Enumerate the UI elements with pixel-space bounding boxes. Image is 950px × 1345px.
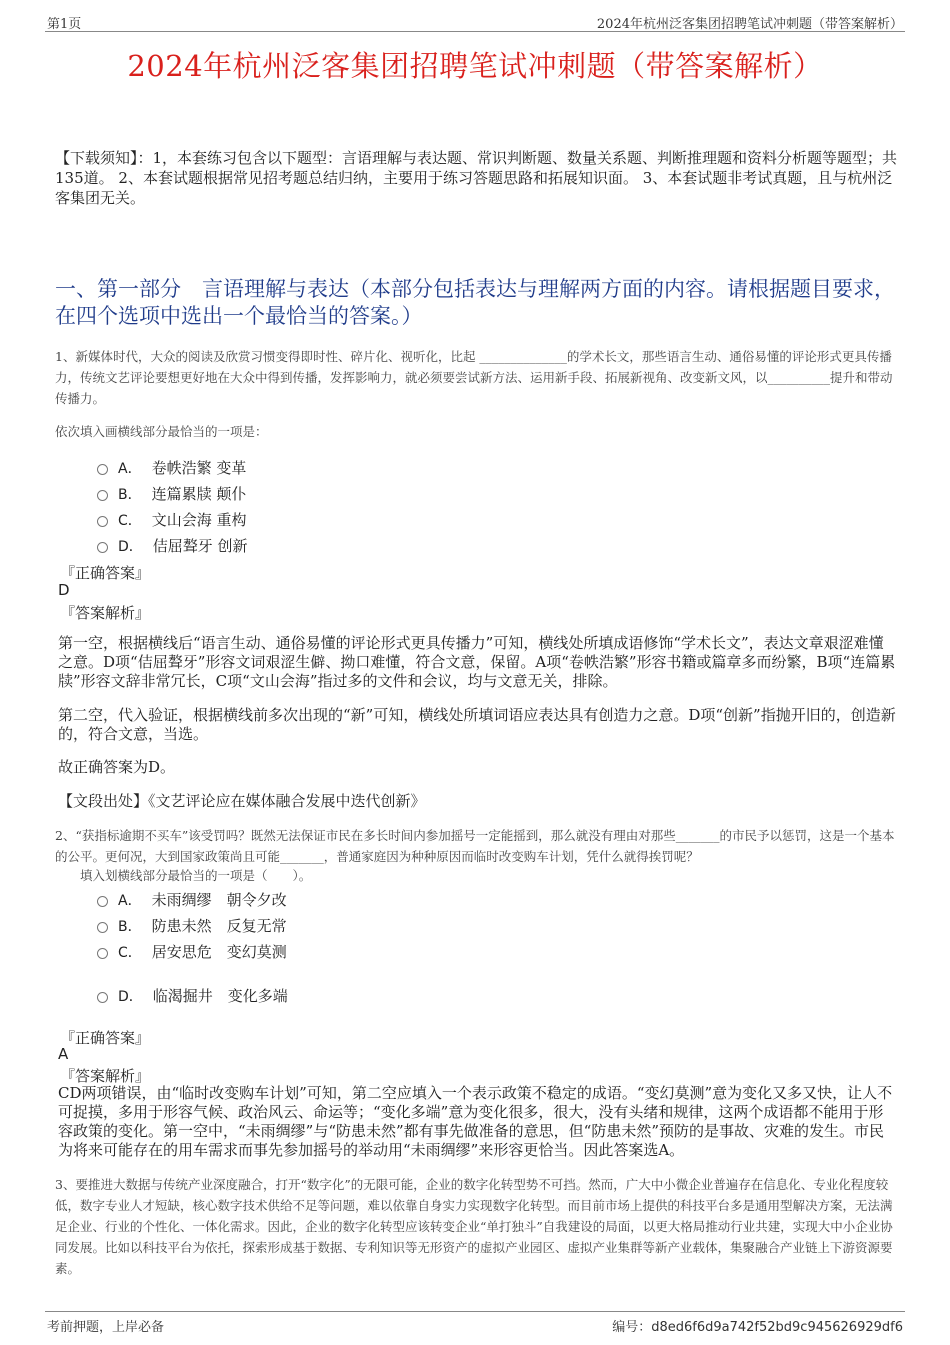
radio-button-icon[interactable]: [97, 992, 108, 1003]
question-1-answer-label: 『正确答案』: [60, 564, 151, 582]
question-2-analysis-label: 『答案解析』: [60, 1067, 151, 1085]
footer-code-label: 编号：: [612, 1320, 652, 1335]
radio-button-icon[interactable]: [97, 464, 108, 475]
footer-code: [612, 1316, 903, 1335]
question-2-option-a[interactable]: A． 未雨绸缪 朝令夕改: [97, 889, 287, 910]
header-divider: [45, 31, 905, 32]
question-2-option-c[interactable]: C． 居安思危 变幻莫测: [97, 941, 287, 962]
radio-button-icon[interactable]: [97, 516, 108, 527]
question-1-analysis-paragraph: 第一空，根据横线后“语言生动、通俗易懂的评论形式更具传播力”可知，横线处所填成语修饰“学术长文”，表达文章艰涩难懂之意。D项“佶屈聱牙”形容文词艰涩生僻、拗口难懂，符合文意，保留。A项“卷帙浩繁”形容书籍或篇章多而纷繁，B项“连篇累牍”形容文辞非常冗长，C项“文山会海”指过多的文件和会议，均与文意无关，排除。: [58, 634, 896, 690]
radio-button-icon[interactable]: [97, 490, 108, 501]
question-1-option-a[interactable]: A． 卷帙浩繁 变革: [97, 457, 246, 478]
question-2-prompt: 填入划横线部分最恰当的一项是（ ）。: [80, 868, 312, 883]
question-1-stem: 1、新媒体时代，大众的阅读及欣赏习惯变得即时性、碎片化、视听化，比起 ______________的学术长文，那些语言生动、通俗易懂的评论形式更具传播力，传统文艺评论要想更好地在大众中得到传播，发挥影响力，就必须要尝试新方法、运用新手段、拓展新视角、改变新文风，以__________提升和带动传播力。: [55, 349, 893, 406]
question-1-option-d[interactable]: D． 佶屈聱牙 创新: [97, 535, 248, 556]
question-2-answer: A: [58, 1045, 69, 1063]
radio-button-icon[interactable]: [97, 542, 108, 553]
question-1-analysis-paragraph: 第二空，代入验证，根据横线前多次出现的“新”可知，横线处所填词语应表达具有创造力之意。D项“创新”指抛开旧的，创造新的，符合文意，当选。: [58, 706, 896, 743]
radio-button-icon[interactable]: [97, 922, 108, 933]
question-2-answer-label: 『正确答案』: [60, 1029, 151, 1047]
question-2-option-b[interactable]: B． 防患未然 反复无常: [97, 915, 287, 936]
radio-button-icon[interactable]: [97, 896, 108, 907]
footer-slogan: 考前押题，上岸必备: [47, 1320, 165, 1335]
page-number: 第1页: [47, 17, 82, 32]
footer-divider: [45, 1311, 905, 1312]
radio-button-icon[interactable]: [97, 948, 108, 959]
question-1-prompt: 依次填入画横线部分最恰当的一项是：: [55, 424, 268, 439]
question-1-analysis-conclusion: 故正确答案为D。: [58, 758, 176, 776]
question-2-option-d[interactable]: D． 临渴掘井 变化多端: [97, 985, 288, 1006]
question-1-analysis-label: 『答案解析』: [60, 604, 151, 622]
question-3-stem: 3、要推进大数据与传统产业深度融合，打开“数字化”的无限可能，企业的数字化转型势不可挡。然而，广大中小微企业普遍存在信息化、专业化程度较低，数字专业人才短缺，核心数字技术供给不足等问题，难以依靠自身实力实现数字化转型。而目前市场上提供的科技平台多是通用型解决方案，无法满足企业、行业的个性化、一体化需求。因此，企业的数字化转型应该转变企业“单打独斗”自我建设的局面，以更大格局推动行业共建，实现大中小企业协同发展。比如以科技平台为依托，探索形成基于数据、专利知识等无形资产的虚拟产业园区、虚拟产业集群等新产业载体，集聚融合产业链上下游资源要素。: [55, 1177, 893, 1276]
footer-code-value: d8ed6f6d9a742f52bd9c945626929df6: [651, 1320, 903, 1335]
header-doc-title: 2024年杭州泛客集团招聘笔试冲刺题（带答案解析）: [596, 17, 903, 32]
download-notice: 【下载须知】：1，本套练习包含以下题型：言语理解与表达题、常识判断题、数量关系题、判断推理题和资料分析题等题型；共135道。 2、本套试题根据常见招考题总结归纳，主要用于练习答题思路和拓展知识面。 3、本套试题非考试真题，且与杭州泛客集团无关。: [55, 149, 898, 207]
page-title: 2024年杭州泛客集团招聘笔试冲刺题（带答案解析）: [127, 49, 823, 83]
question-1-source: 【文段出处】《文艺评论应在媒体融合发展中迭代创新》: [58, 792, 426, 810]
question-2-stem: 2、“获指标逾期不买车”该受罚吗？既然无法保证市民在多长时间内参加摇号一定能摇到，那么就没有理由对那些_______的市民予以惩罚，这是一个基本的公平。更何况，大到国家政策尚且可能_______，普通家庭因为种种原因而临时改变购车计划，凭什么就得挨罚呢？: [55, 828, 895, 864]
question-1-option-c[interactable]: C． 文山会海 重构: [97, 509, 247, 530]
question-2-analysis: CD两项错误，由“临时改变购车计划”可知，第二空应填入一个表示政策不稳定的成语。“变幻莫测”意为变化又多又快，让人不可捉摸，多用于形容气候、政治风云、命运等；“变化多端”意为变化很多，很大，没有头绪和规律，这两个成语都不能用于形容政策的变化。第一空中，“未雨绸缪”与“防患未然”都有事先做准备的意思，但“防患未然”预防的是事故、灾难的发生。市民为将来可能存在的用车需求而事先参加摇号的举动用“未雨绸缪”来形容更恰当。因此答案选A。: [58, 1084, 893, 1159]
question-1-answer: D: [58, 581, 70, 599]
section-heading: 一、第一部分 言语理解与表达（本部分包括表达与理解两方面的内容。请根据题目要求，在四个选项中选出一个最恰当的答案。）: [55, 277, 895, 328]
question-1-option-b[interactable]: B． 连篇累牍 颠仆: [97, 483, 246, 504]
